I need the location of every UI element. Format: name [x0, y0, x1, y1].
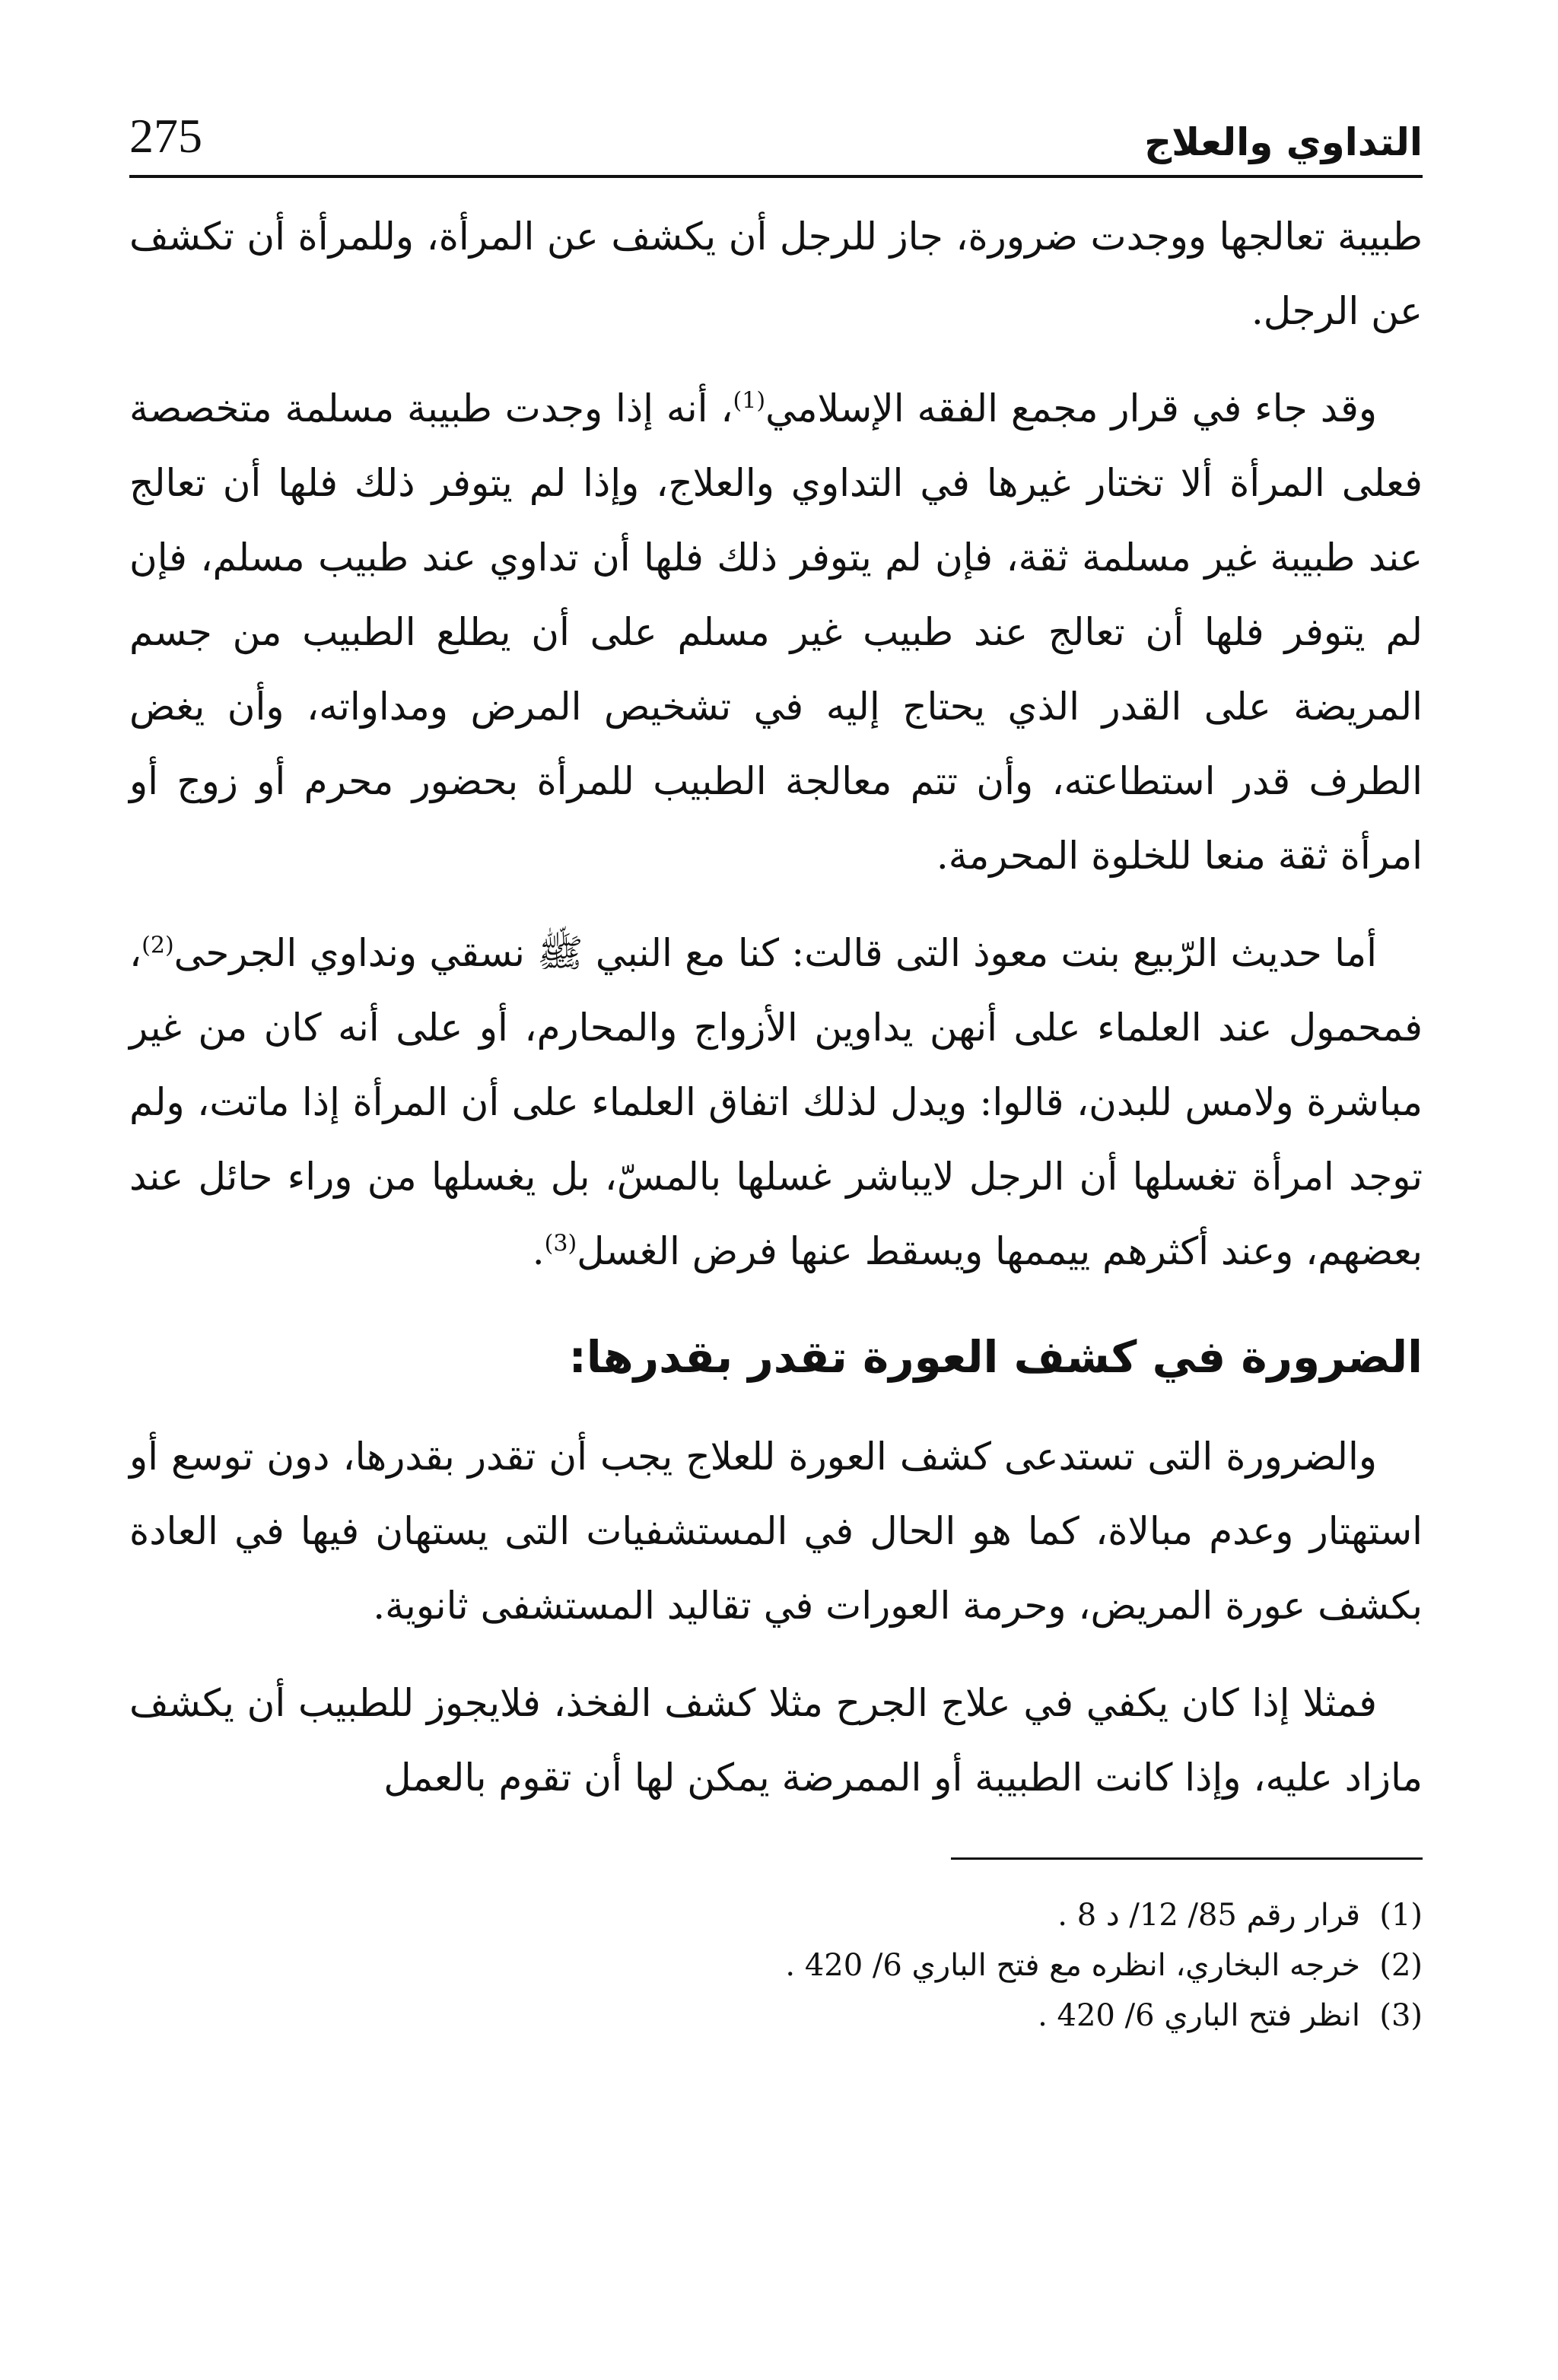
footnote-text: خرجه البخاري، انظره مع فتح الباري 6/ 420 .	[785, 1948, 1360, 1983]
footnote-1	[129, 1890, 1423, 1940]
page-header	[129, 91, 1423, 178]
section-body	[129, 1419, 1423, 1815]
paragraph-2	[129, 371, 1423, 893]
footnote-text: انظر فتح الباري 6/ 420 .	[1038, 1998, 1360, 2033]
section-paragraph-1	[129, 1419, 1423, 1643]
section-paragraph-2	[129, 1666, 1423, 1815]
footnote-3	[129, 1991, 1423, 2041]
footnote-number: (2)	[1379, 1948, 1423, 1983]
footnote-divider	[951, 1857, 1423, 1860]
paragraph-text: ، فمحمول عند العلماء على أنهن يداوين الأزواج والمحارم، أو على أنه كان من غير مباشرة ولامس للبدن، قالوا: ويدل لذلك اتفاق العلماء على أن المرأة إذا ماتت، ولم توجد امرأة تغسلها أن الرجل لايباشر غسلها بالمسّ، بل يغسلها من وراء حائل عند بعضهم، وعند أكثرهم ييممها ويسقط عنها فرض الغسل	[129, 931, 1423, 1273]
section-heading: الضرورة في كشف العورة تقدر بقدرها:	[568, 1331, 1423, 1383]
footnote-text: قرار رقم 85/ 12/ د 8 .	[1057, 1898, 1360, 1933]
footnote-number: (3)	[1379, 1998, 1423, 2033]
page-body	[129, 199, 1423, 1289]
footnote-number: (1)	[1379, 1898, 1423, 1933]
running-title: التداوي والعلاج	[1144, 120, 1423, 164]
paragraph-text: أما حديث الرّبيع بنت معوذ التى قالت: كنا مع النبي ﷺ نسقي ونداوي الجرحى	[173, 931, 1377, 975]
paragraph-text: .	[532, 1229, 545, 1273]
paragraph-text: فمثلا إذا كان يكفي في علاج الجرح مثلا كشف الفخذ، فلايجوز للطبيب أن يكشف مازاد عليه، وإذا كانت الطبيبة أو الممرضة يمكن لها أن تقوم بالعمل	[129, 1681, 1423, 1800]
footnotes	[129, 1890, 1423, 2041]
page-number: 275	[129, 109, 202, 163]
paragraph-text: ، أنه إذا وجدت طبيبة مسلمة متخصصة فعلى المرأة ألا تختار غيرها في التداوي والعلاج، وإذا لم يتوفر ذلك فلها أن تعالج عند طبيبة غير مسلمة ثقة، فإن لم يتوفر ذلك فلها أن تداوي عند طبيب مسلم، فإن لم يتوفر فلها أن تعالج عند طبيب غير مسلم على أن يطلع الطبيب من جسم المريضة على القدر الذي يحتاج إليه في تشخيص المرض ومداواته، وأن يغض الطرف قدر استطاعته، وأن تتم معالجة الطبيب للمرأة بحضور محرم أو زوج أو امرأة ثقة منعا للخلوة المحرمة.	[129, 386, 1423, 878]
paragraph-1	[129, 199, 1423, 348]
footnote-ref-1: (1)	[733, 387, 766, 415]
paragraph-text: طبيبة تعالجها ووجدت ضرورة، جاز للرجل أن يكشف عن المرأة، وللمرأة أن تكشف عن الرجل.	[129, 214, 1423, 333]
paragraph-text: والضرورة التى تستدعى كشف العورة للعلاج يجب أن تقدر بقدرها، دون توسع أو استهتار وعدم مبالاة، كما هو الحال في المستشفيات التى يستهان فيها في العادة بكشف عورة المريض، وحرمة العورات في تقاليد المستشفى ثانوية.	[129, 1435, 1423, 1628]
footnote-ref-3: (3)	[544, 1230, 577, 1257]
footnote-2	[129, 1940, 1423, 1991]
book-page	[129, 91, 1423, 2041]
footnote-ref-2: (2)	[141, 932, 174, 959]
paragraph-text: وقد جاء في قرار مجمع الفقه الإسلامي	[765, 386, 1377, 431]
paragraph-3	[129, 916, 1423, 1289]
